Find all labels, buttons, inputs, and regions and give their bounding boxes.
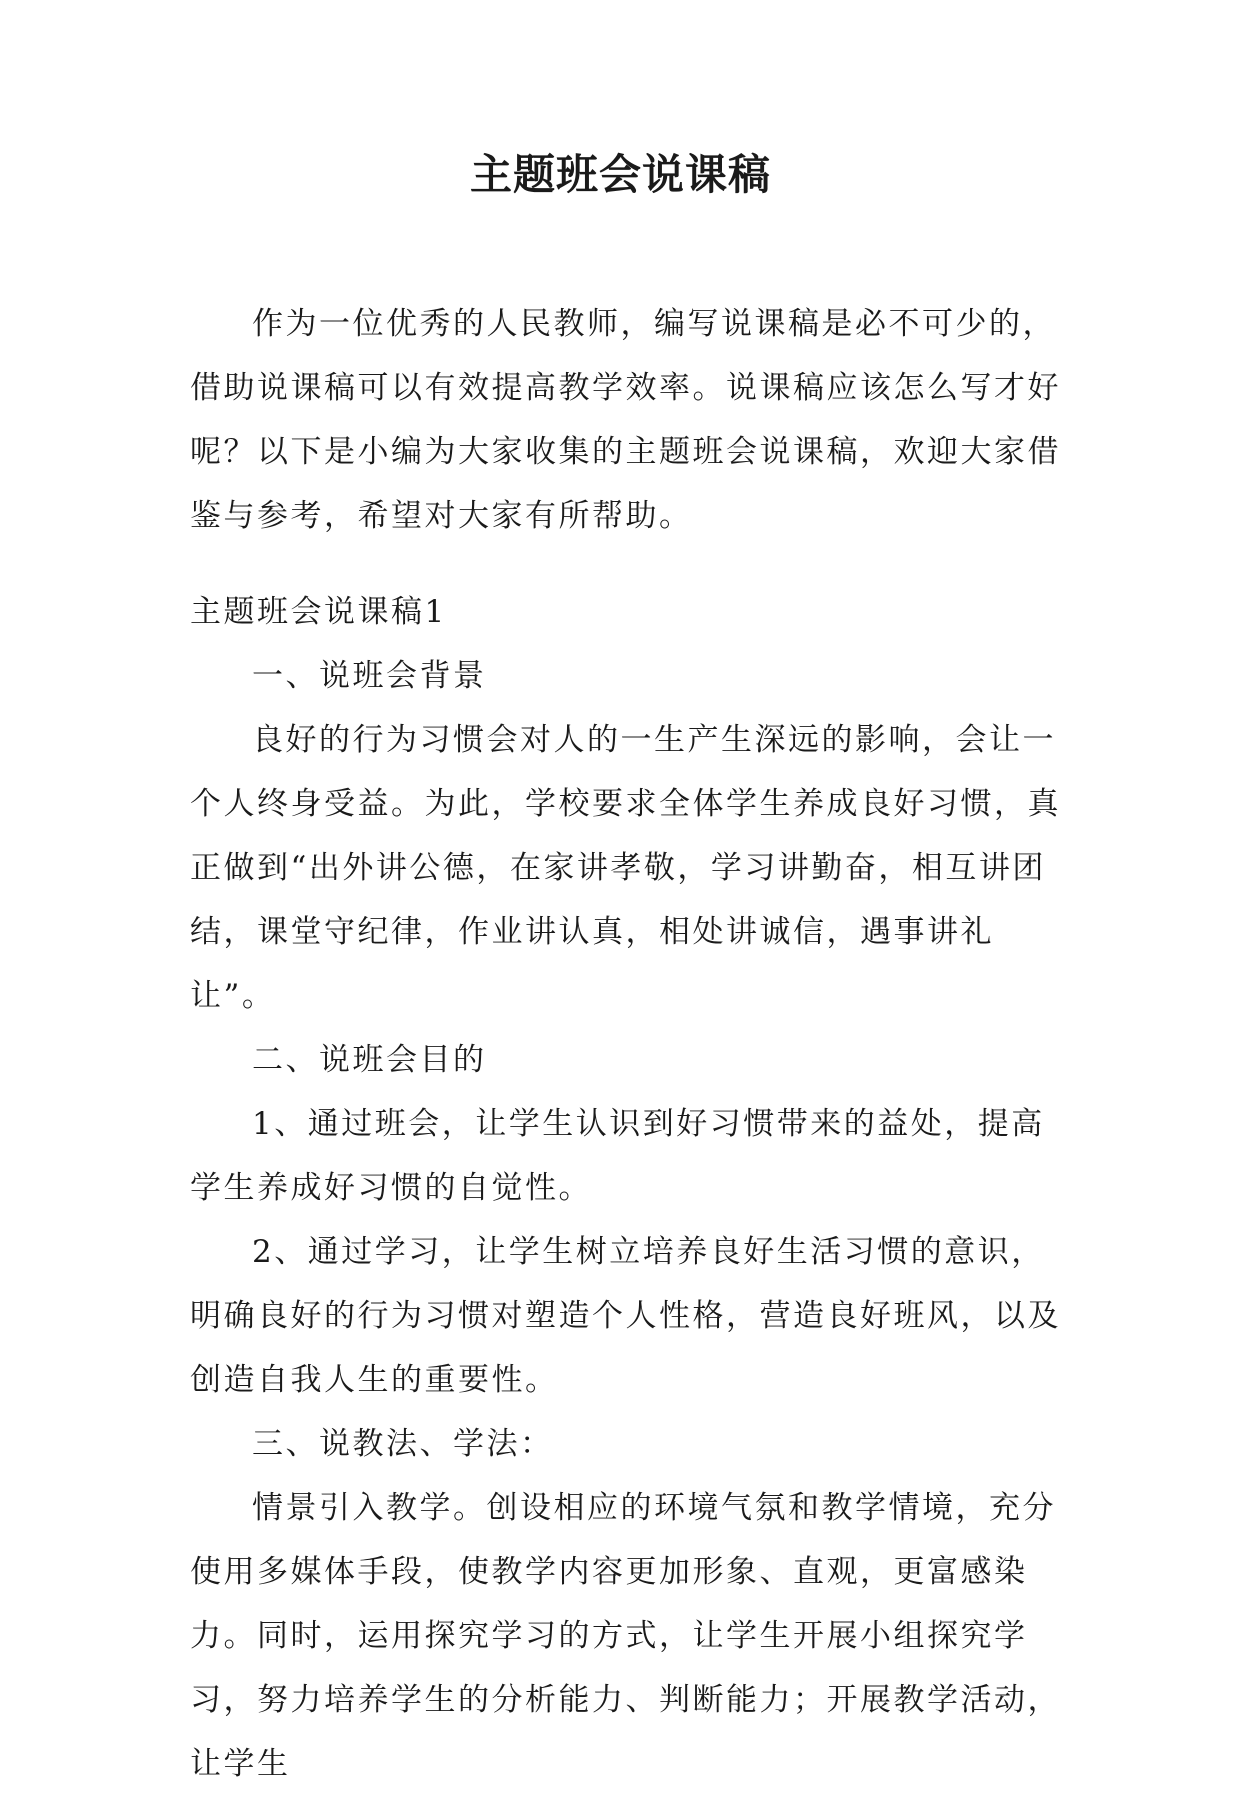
heading-background: 一、说班会背景 bbox=[252, 658, 487, 694]
paragraph-background: 良好的行为习惯会对人的一生产生深远的影响，会让一个人终身受益。为此，学校要求全体学生养成良好习惯，真正做到“出外讲公德，在家讲孝敬，学习讲勤奋，相互讲团结，课堂守纪律，作业讲认真，相处讲诚信，遇事讲礼让”。 bbox=[190, 722, 1061, 1014]
intro-paragraph: 作为一位优秀的人民教师，编写说课稿是必不可少的，借助说课稿可以有效提高教学效率。说课稿应该怎么写才好呢？以下是小编为大家收集的主题班会说课稿，欢迎大家借鉴与参考，希望对大家有所帮助。 bbox=[190, 306, 1061, 534]
section-title: 主题班会说课稿1 bbox=[190, 594, 447, 630]
paragraph-methods: 情景引入教学。创设相应的环境气氛和教学情境，充分使用多媒体手段，使教学内容更加形象、直观，更富感染力。同时，运用探究学习的方式，让学生开展小组探究学习，努力培养学生的分析能力、判断能力；开展教学活动，让学生 bbox=[190, 1490, 1061, 1782]
paragraph-spacer bbox=[190, 548, 1068, 580]
document-title: 主题班会说课稿 bbox=[469, 150, 771, 199]
paragraph-purpose-2: 2、通过学习，让学生树立培养良好生活习惯的意识，明确良好的行为习惯对塑造个人性格，营造良好班风，以及创造自我人生的重要性。 bbox=[190, 1234, 1061, 1398]
heading-purpose: 二、说班会目的 bbox=[252, 1042, 487, 1078]
paragraph-purpose-1: 1、通过班会，让学生认识到好习惯带来的益处，提高学生养成好习惯的自觉性。 bbox=[190, 1106, 1045, 1206]
heading-methods: 三、说教法、学法： bbox=[252, 1426, 554, 1462]
document-body bbox=[190, 292, 1068, 1796]
